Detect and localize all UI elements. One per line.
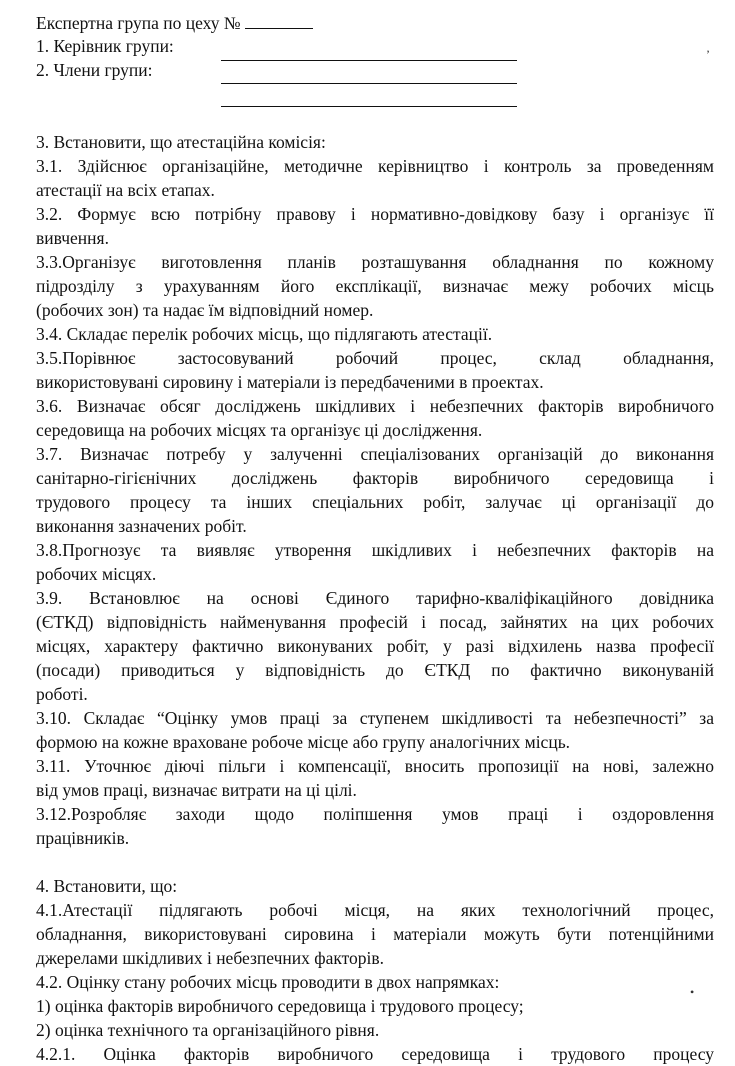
paragraph-line: робочих місцях. [36,564,157,584]
section3-items [36,154,714,850]
paragraph-line: 3.1. Здійснює організаційне, методичне керівництво і контроль за проведенням [36,156,714,176]
paragraph-line: атестації на всіх етапах. [36,180,215,200]
scan-speck: • [690,985,695,999]
paragraph-line: вивчення. [36,228,109,248]
spacer [36,106,714,130]
blank-line [36,82,714,106]
section3-heading: 3. Встановити, що атестаційна комісія: [36,132,326,152]
paragraph-line: 3.5.Порівнює застосовуваний робочий процес, склад обладнання, [36,348,714,368]
paragraph-line: 3.12.Розробляє заходи щодо поліпшення умов праці і оздоровлення [36,804,714,824]
paragraph-line: роботі. [36,684,88,704]
scan-speck: ’ [706,47,710,61]
document-page [36,10,714,1066]
spacer [36,850,714,874]
paragraph-line: 3.4. Складає перелік робочих місць, що підлягають атестації. [36,324,493,344]
paragraph-line: 3.10. Складає “Оцінку умов праці за ступенем шкідливості та небезпечності” за [36,708,714,728]
paragraph-line: трудового процесу та інших спеціальних робіт, залучає ці організації до [36,492,714,512]
paragraph-line: працівників. [36,828,130,848]
group-members-label: 2. Члени групи: [36,60,153,80]
paragraph-line: формою на кожне враховане робоче місце або групу аналогічних місць. [36,732,571,752]
workshop-number-field [245,10,313,29]
paragraph-line: (посади) приводиться у відповідність до ЄТКД по фактично виконуваній [36,660,714,680]
paragraph-line: 4.2.1. Оцінка факторів виробничого середовища і трудового процесу [36,1044,714,1064]
paragraph-line: 3.2. Формує всю потрібну правову і нормативно-довідкову базу і організує її [36,204,714,224]
expert-group-title-line [36,10,714,34]
paragraph-line: 4.2. Оцінку стану робочих місць проводити в двох напрямках: [36,972,500,992]
paragraph-line: (робочих зон) та надає їм відповідний номер. [36,300,374,320]
paragraph-line: 3.3.Організує виготовлення планів розташування обладнання по кожному [36,252,714,272]
section4-heading: 4. Встановити, що: [36,876,178,896]
paragraph-line: 1) оцінка факторів виробничого середовища і трудового процесу; [36,996,524,1016]
group-leader-line [36,34,714,58]
paragraph-line: середовища на робочих місцях та організує ці дослідження. [36,420,483,440]
paragraph-line: підрозділу з урахуванням його експлікації, визначає межу робочих місць [36,276,714,296]
paragraph-line: обладнання, використовувані сировина і матеріали можуть бути потенційними [36,924,714,944]
expert-group-title: Експертна група по цеху № [36,13,241,33]
section4-items [36,898,714,1066]
leader-name-underline [221,59,517,61]
paragraph-line: 3.7. Визначає потребу у залученні спеціалізованих організацій до виконання [36,444,714,464]
paragraph-line: виконання зазначених робіт. [36,516,247,536]
paragraph-line: 4.1.Атестації підлягають робочі місця, на яких технологічний процес, [36,900,714,920]
paragraph-line: використовувані сировину і матеріали із передбаченими в проектах. [36,372,544,392]
group-members-line [36,58,714,82]
paragraph-line: 3.8.Прогнозує та виявляє утворення шкідливих і небезпечних факторів на [36,540,714,560]
paragraph-line: 2) оцінка технічного та організаційного рівня. [36,1020,380,1040]
member-name-underline-2 [221,105,517,107]
paragraph-line: 3.11. Уточнює діючі пільги і компенсації, вносить пропозиції на нові, залежно [36,756,714,776]
paragraph-line: 3.9. Встановлює на основі Єдиного тарифно-кваліфікаційного довідника [36,588,714,608]
group-leader-label: 1. Керівник групи: [36,36,174,56]
paragraph-line: від умов праці, визначає витрати на ці цілі. [36,780,357,800]
paragraph-line: 3.6. Визначає обсяг досліджень шкідливих і небезпечних факторів виробничого [36,396,714,416]
paragraph-line: місцях, характеру фактично виконуваних робіт, у разі відхилень назва професії [36,636,714,656]
paragraph-line: санітарно-гігієнічних досліджень факторів виробничого середовища і [36,468,714,488]
paragraph-line: джерелами шкідливих і небезпечних факторів. [36,948,385,968]
member-name-underline-1 [221,82,517,84]
paragraph-line: (ЄТКД) відповідність найменування професій і посад, зайнятих на цих робочих [36,612,714,632]
